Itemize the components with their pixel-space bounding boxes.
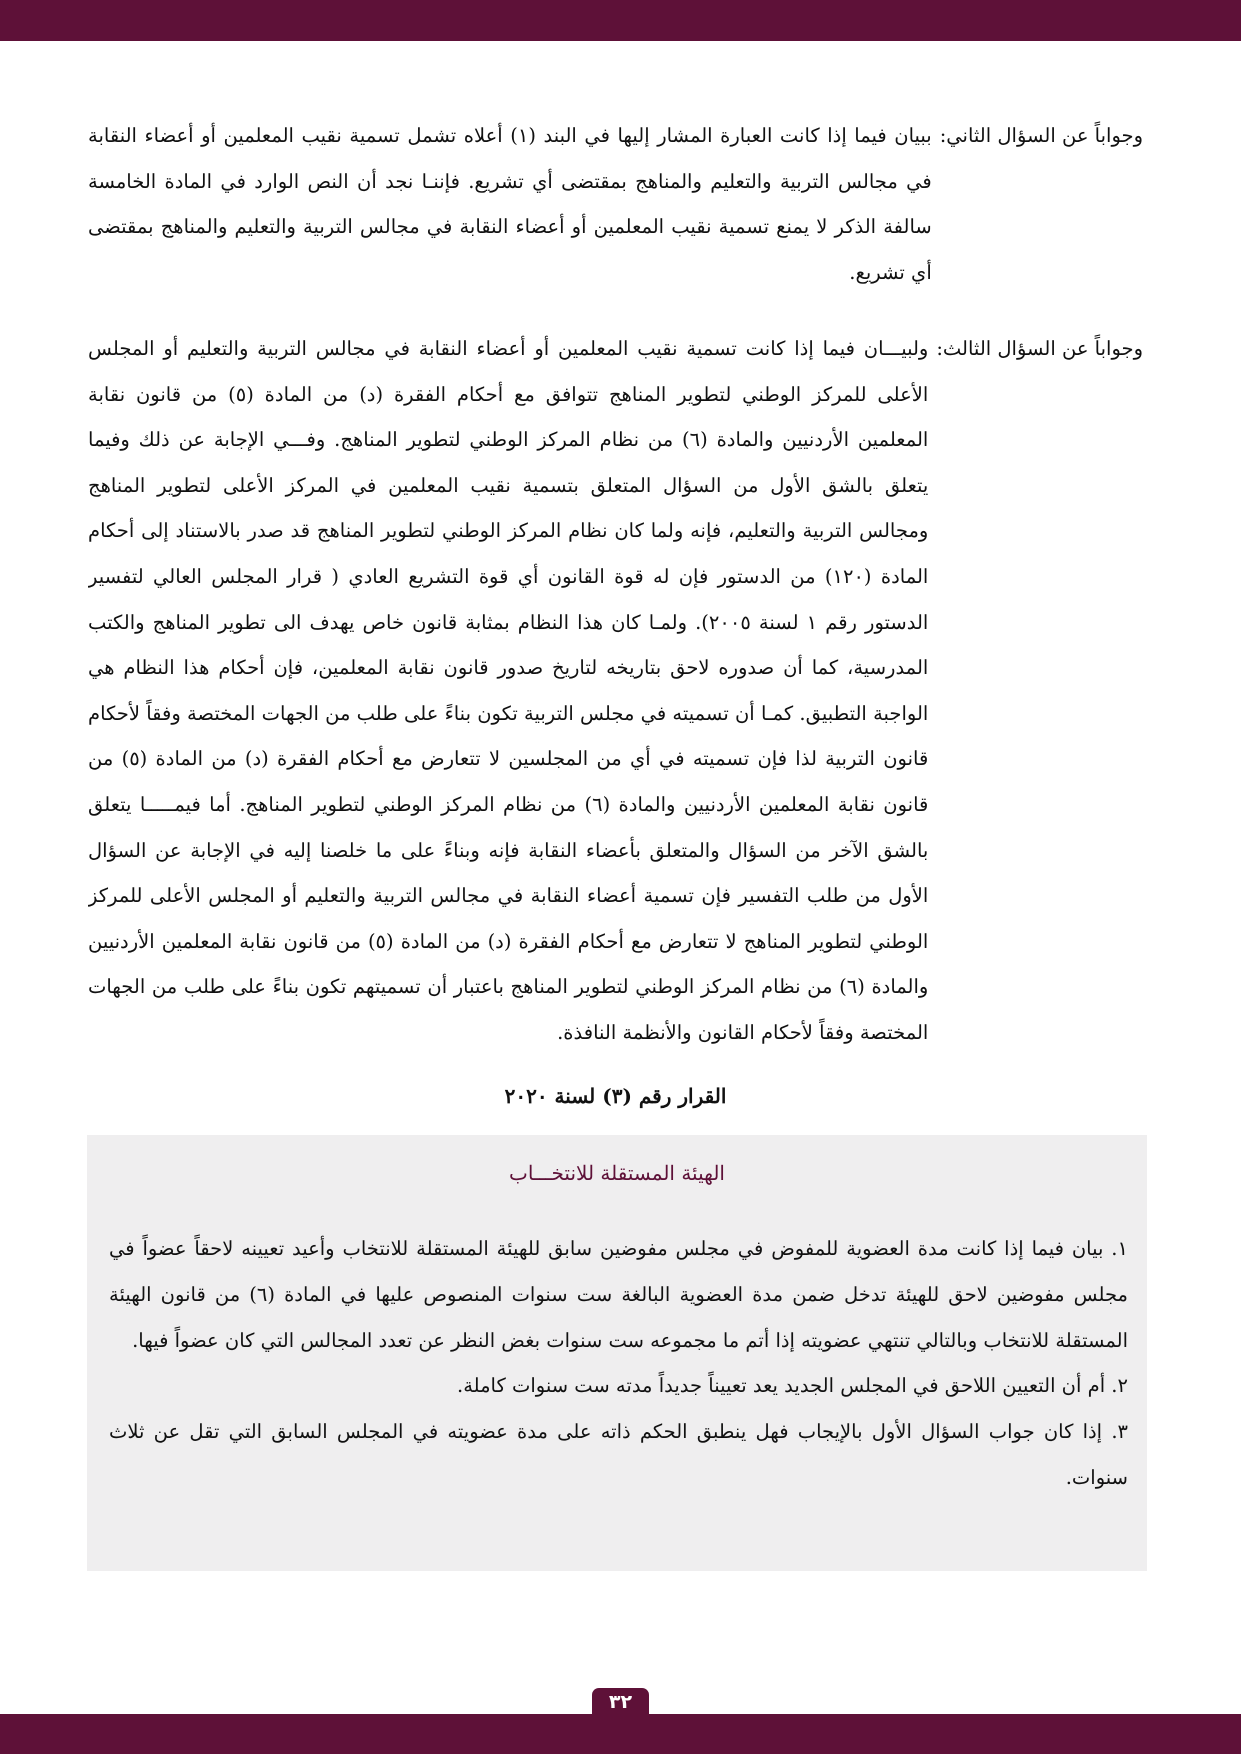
answer-second-text: ببيان فيما إذا كانت العبارة المشار إليها في البند (١) أعلاه تشمل تسمية نقيب المعلمين أو أعضاء النقابة في مجالس التربية والتعليم والمناهج بمقتضى أي تشريع. فإننـا نجد أن النص الوارد في المادة الخامسة سالفة الذكر لا يمنع تسمية نقيب المعلمين أو أعضاء النقابة في مجالس التربية والتعليم والمناهج بمقتضى أي تشريع. — [88, 124, 932, 284]
answer-third-text: ولبيـــان فيما إذا كانت تسمية نقيب المعلمين أو أعضاء النقابة في مجالس التربية والتعليم أو المجلس الأعلى للمركز الوطني لتطوير المناهج تتوافق مع أحكام الفقرة (د) من المادة (٥) من قانون نقابة المعلمين الأردنيين والمادة (٦) من نظام المركز الوطني لتطوير المناهج. وفـــي الإجابة عن ذلك وفيما يتعلق بالشق الأول من السؤال المتعلق بتسمية نقيب المعلمين في المركز الأعلى لتطوير المناهج ومجالس التربية والتعليم، فإنه ولما كان نظام المركز الوطني لتطوير المناهج قد صدر بالاستناد إلى أحكام المادة (١٢٠) من الدستور فإن له قوة القانون أي قوة التشريع العادي ( قرار المجلس العالي لتفسير الدستور رقم ١ لسنة ٢٠٠٥). ولمـا كان هذا النظام بمثابة قانون خاص يهدف الى تطوير المناهج والكتب المدرسية، كما أن صدوره لاحق بتاريخه لتاريخ صدور قانون نقابة المعلمين، فإن أحكام هذا النظام هي الواجبة التطبيق. كمـا أن تسميته في مجلس التربية تكون بناءً على طلب من الجهات المختصة وفقاً لأحكام قانون التربية لذا فإن تسميته في أي من المجلسين لا تتعارض مع أحكام الفقرة (د) من المادة (٥) من قانون نقابة المعلمين الأردنيين والمادة (٦) من نظام المركز الوطني لتطوير المناهج. أما فيمـــــا يتعلق بالشق الآخر من السؤال والمتعلق بأعضاء النقابة فإنه وبناءً على ما خلصنا إليه في الإجابة عن السؤال الأول من طلب التفسير فإن تسمية أعضاء النقابة في مجالس التربية والتعليم أو المجلس الأعلى للمركز الوطني لتطوير المناهج لا تتعارض مع أحكام الفقرة (د) من المادة (٥) من قانون نقابة المعلمين الأردنيين والمادة (٦) من نظام المركز الوطني لتطوير المناهج باعتبار أن تسميتهم تكون بناءً على طلب من الجهات المختصة وفقاً لأحكام القانون والأنظمة النافذة. — [88, 337, 929, 1044]
request-box-title: الهيئة المستقلة للانتخـــاب — [509, 1161, 725, 1185]
decision-heading: القرار رقم (٣) لسنة ٢٠٢٠ — [504, 1084, 727, 1108]
header-band — [0, 0, 1241, 41]
page-number: ٣٢ — [592, 1688, 649, 1718]
footer-band — [0, 1714, 1241, 1754]
answer-third-label: وجواباً عن السؤال الثالث: — [936, 337, 1143, 360]
answer-second-label: وجواباً عن السؤال الثاني: — [939, 124, 1143, 147]
answer-third-question — [88, 326, 1143, 1056]
request-questions-list — [109, 1226, 1128, 1501]
list-item: ٣. إذا كان جواب السؤال الأول بالإيجاب فهل ينطبق الحكم ذاته على مدة عضويته في المجلس السابق التي تقل عن ثلاث سنوات. — [109, 1420, 1128, 1489]
answer-second-question — [88, 113, 1143, 295]
list-item: ١. بيان فيما إذا كانت مدة العضوية للمفوض في مجلس مفوضين سابق للهيئة المستقلة للانتخاب وأعيد تعيينه لاحقاً عضواً في مجلس مفوضين لاحق للهيئة تدخل ضمن مدة العضوية البالغة ست سنوات المنصوص عليها في المادة (٦) من قانون الهيئة المستقلة للانتخاب وبالتالي تنتهي عضويته إذا أتم ما مجموعه ست سنوات بغض النظر عن تعدد المجالس التي كان عضواً فيها. — [109, 1237, 1128, 1352]
list-item: ٢. أم أن التعيين اللاحق في المجلس الجديد يعد تعييناً جديداً مدته ست سنوات كاملة. — [457, 1374, 1128, 1398]
